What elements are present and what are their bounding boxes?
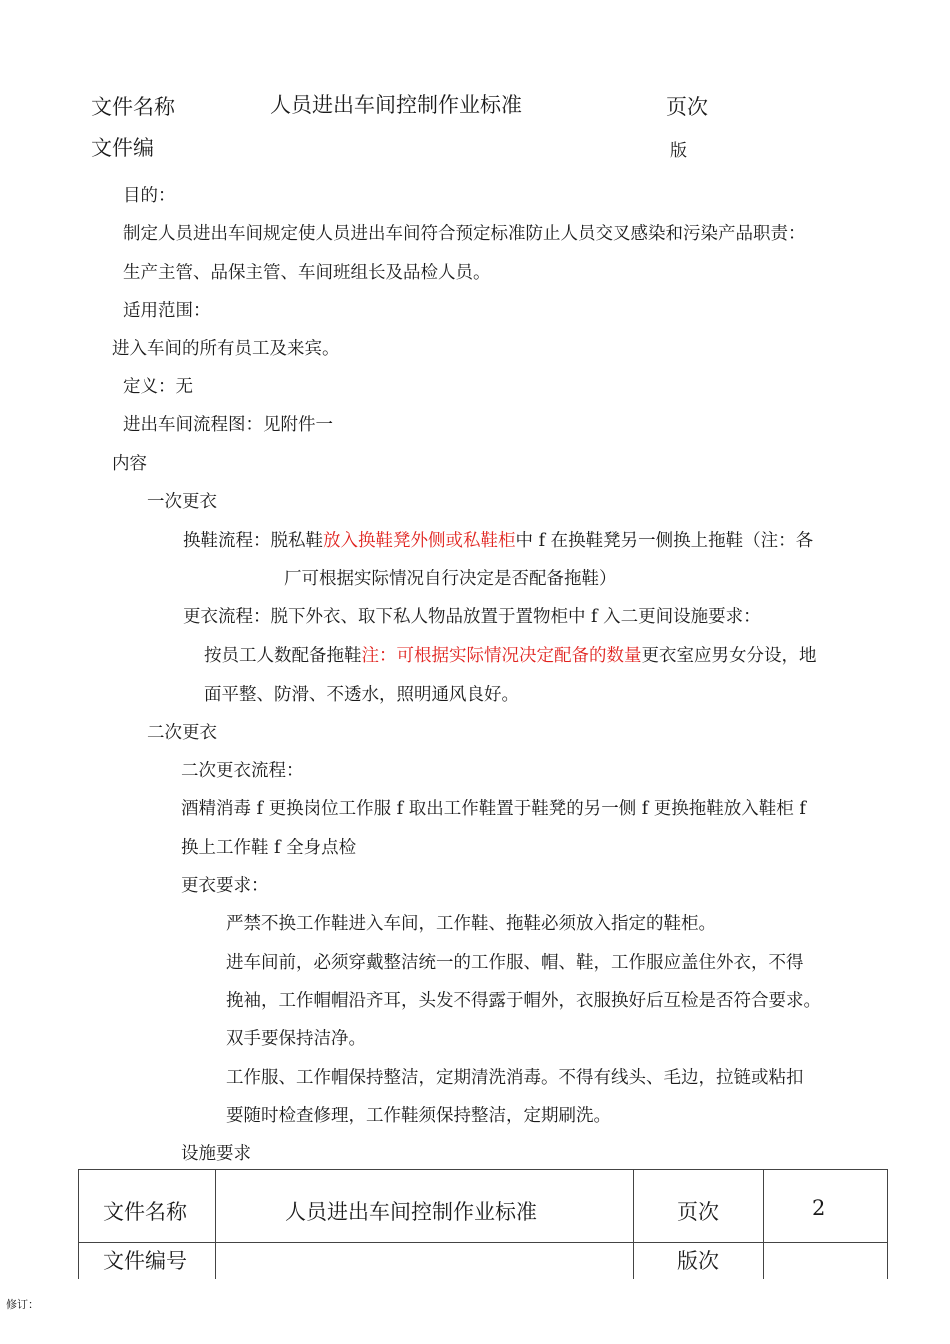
header-file-title: 人员进出车间控制作业标准 [270,93,522,117]
flowchart-text: 进出车间流程图：见附件一 [123,415,333,435]
purpose-text: 制定人员进出车间规定使人员进出车间符合预定标准防止人员交叉感染和污染产品职责： [123,224,806,244]
slippers-line [204,648,817,666]
shoe-flow-line [183,533,813,551]
shoe-flow-part3: 中 f 在换鞋凳另一侧换上拖鞋（注：各 [515,531,814,551]
table-divider [215,1170,216,1279]
requirement-2-line2: 挽袖，工作帽帽沿齐耳，头发不得露于帽外，衣服换好后互检是否符合要求。 [226,991,821,1011]
revision-label: 修订： [6,1298,39,1311]
purpose-heading: 目的： [123,186,176,206]
requirement-3: 双手要保持洁净。 [226,1029,366,1049]
header-file-number-label: 文件编 [91,136,154,160]
second-change-heading: 二次更衣 [147,723,217,743]
shoe-flow-line2: 厂可根据实际情况自行决定是否配备拖鞋） [284,569,617,589]
requirement-1: 严禁不换工作鞋进入车间，工作鞋、拖鞋必须放入指定的鞋柜。 [226,914,716,934]
header-page-label: 页次 [666,95,708,119]
change-requirements-heading: 更衣要求： [181,876,269,896]
slippers-line2: 面平整、防滑、不透水，照明通风良好。 [204,685,519,705]
change-flow-text: 更衣流程：脱下外衣、取下私人物品放置于置物柜中 f 入二更间设施要求： [183,607,761,627]
content-heading: 内容 [112,454,147,474]
facility-heading: 设施要求 [181,1144,251,1164]
shoe-flow-part1: 换鞋流程：脱私鞋 [183,531,323,551]
table-divider [79,1242,887,1243]
second-flow-heading: 二次更衣流程： [181,761,304,781]
document-info-table [78,1169,888,1279]
slippers-red-note: 注：可根据实际情况决定配备的数量 [361,646,642,666]
slippers-part1: 按员工人数配备拖鞋 [204,646,362,666]
table-file-number-label: 文件编号 [103,1249,187,1273]
table-page-label: 页次 [677,1200,719,1224]
table-page-value: 2 [812,1196,826,1220]
requirement-4-line2: 要随时检查修理，工作鞋须保持整洁，定期刷洗。 [226,1106,611,1126]
table-file-name-label: 文件名称 [103,1200,187,1224]
requirement-2-line1: 进车间前，必须穿戴整洁统一的工作服、帽、鞋，工作服应盖住外衣，不得 [226,953,804,973]
header-file-name-label: 文件名称 [91,95,175,119]
scope-heading: 适用范围： [123,301,211,321]
table-divider [763,1170,764,1279]
requirement-4-line1: 工作服、工作帽保持整洁，定期清洗消毒。不得有线头、毛边，拉链或粘扣 [226,1068,804,1088]
header-version-label: 版 [670,141,687,161]
table-divider [633,1170,634,1279]
table-version-label: 版次 [677,1249,719,1273]
table-file-title: 人员进出车间控制作业标准 [285,1200,537,1224]
first-change-heading: 一次更衣 [147,492,217,512]
duties-text: 生产主管、品保主管、车间班组长及品检人员。 [123,263,491,283]
shoe-flow-red-text: 放入换鞋凳外侧或私鞋柜 [323,531,516,551]
second-flow-line1: 酒精消毒 f 更换岗位工作服 f 取出工作鞋置于鞋凳的另一侧 f 更换拖鞋放入鞋柜 f [181,799,806,819]
slippers-part3: 更衣室应男女分设，地 [641,646,817,666]
second-flow-line2: 换上工作鞋 f 全身点检 [181,838,357,858]
scope-text: 进入车间的所有员工及来宾。 [112,339,340,359]
definition-text: 定义：无 [123,377,193,397]
